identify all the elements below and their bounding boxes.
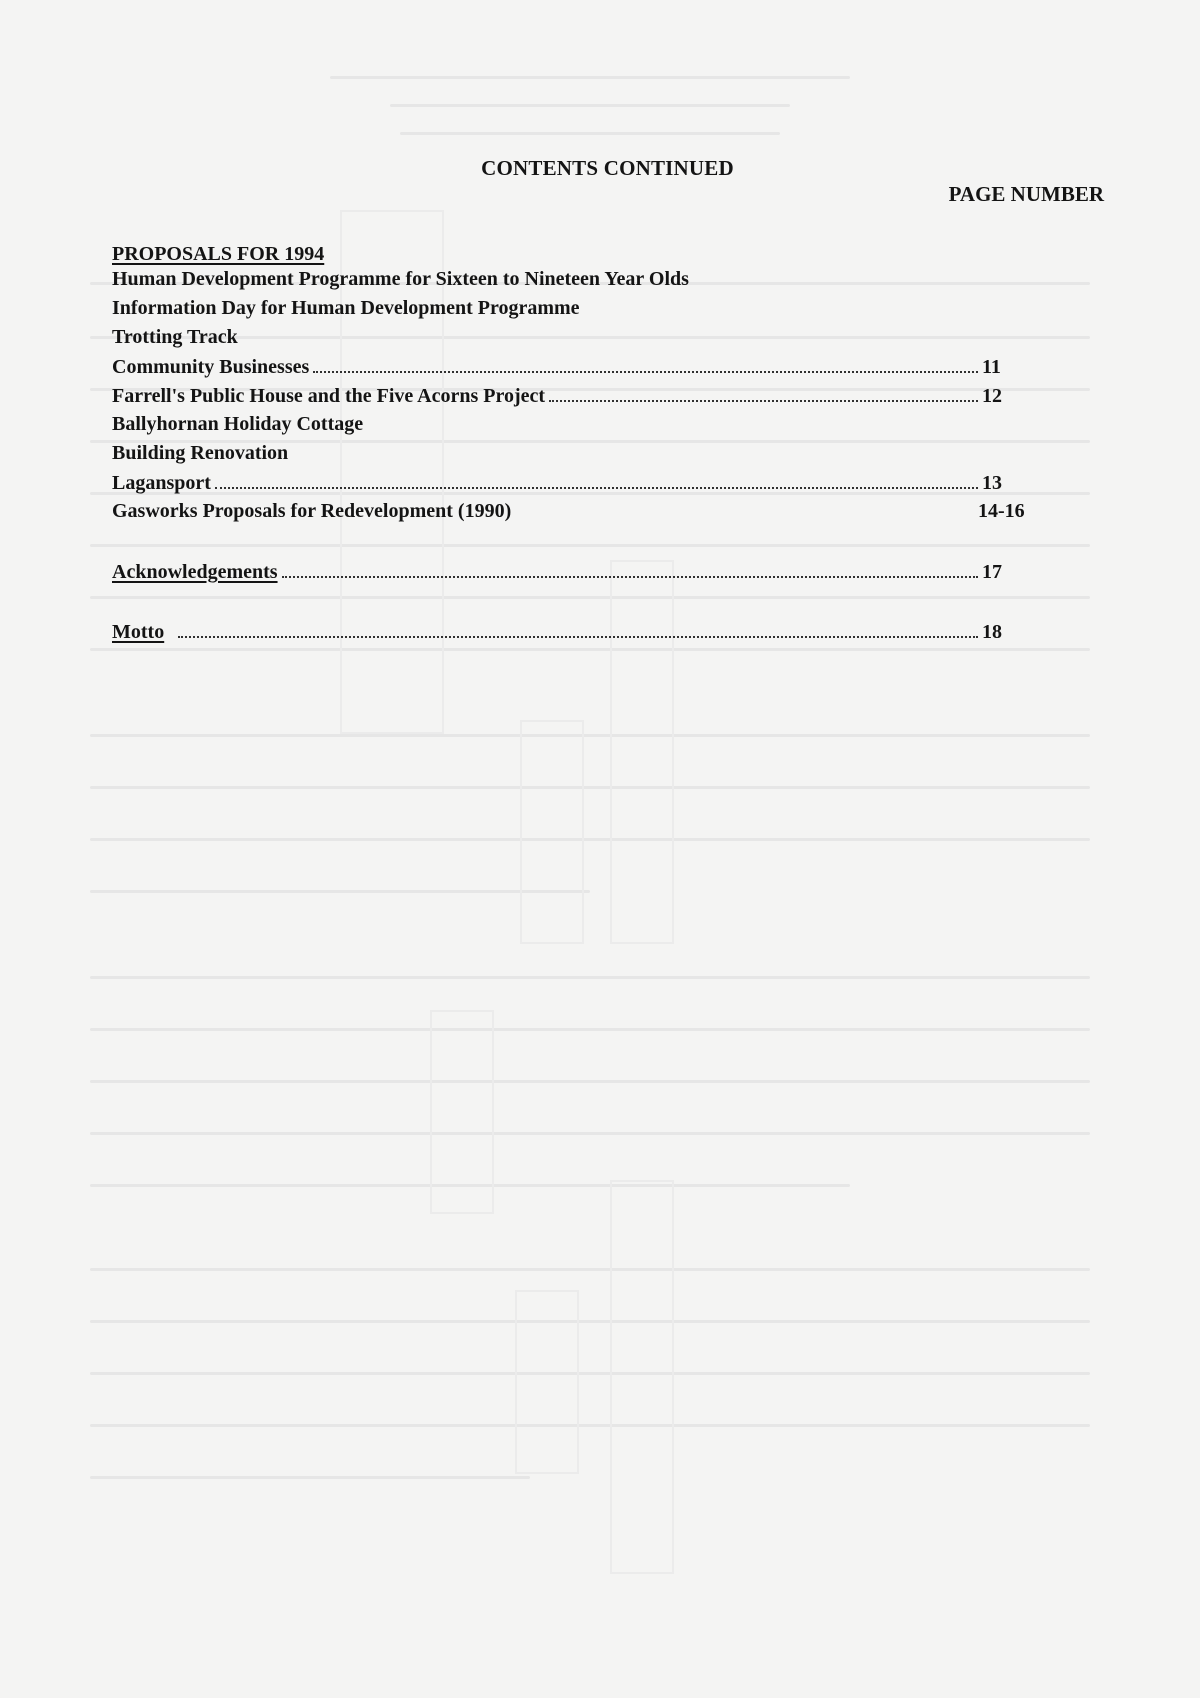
- toc-entry-page: 14-16: [978, 500, 1025, 522]
- toc-entry-label: Human Development Programme for Sixteen to Nineteen Year Olds: [112, 268, 689, 290]
- toc-entry: [112, 355, 1012, 383]
- toc-entry-label: Ballyhornan Holiday Cottage: [112, 413, 364, 435]
- toc-entry: [112, 326, 1012, 354]
- page-number-column-header: PAGE NUMBER: [948, 182, 1104, 206]
- toc-entry-label: Acknowledgements: [112, 561, 278, 583]
- toc-entry-label: Trotting Track: [112, 326, 238, 348]
- toc-entry-page: 17: [982, 561, 1002, 583]
- dot-leader: [215, 471, 978, 489]
- toc-entry: [112, 442, 1012, 470]
- toc-entry-page: 13: [982, 472, 1002, 494]
- toc-entry: [112, 471, 1012, 499]
- dot-leader: [282, 560, 978, 578]
- toc-entry: [112, 620, 1012, 648]
- toc-entry-page: 11: [982, 356, 1001, 378]
- toc-entry: [112, 297, 1012, 325]
- toc-entry-label: Motto: [112, 621, 165, 643]
- page-title: CONTENTS CONTINUED: [481, 156, 734, 180]
- toc-entry: [112, 268, 1012, 296]
- toc-entry: [112, 413, 1012, 441]
- dot-leader: [178, 620, 978, 638]
- toc-entry: [112, 560, 1012, 588]
- toc-entry-label: Community Businesses: [112, 356, 310, 378]
- toc-entry-page: 12: [982, 385, 1002, 407]
- section-heading: PROPOSALS FOR 1994: [112, 243, 325, 265]
- toc-entry: [112, 500, 1025, 528]
- dot-leader: [313, 355, 978, 373]
- toc-entry-label: Gasworks Proposals for Redevelopment (1990): [112, 500, 512, 522]
- toc-entry: [112, 384, 1012, 412]
- toc-entry-label: Information Day for Human Development Programme: [112, 297, 580, 319]
- toc-entry-page: 18: [982, 621, 1002, 643]
- toc-entry-label: Farrell's Public House and the Five Acorns Project: [112, 385, 546, 407]
- dot-leader: [549, 384, 978, 402]
- toc-entry-label: Lagansport: [112, 472, 211, 494]
- toc-entry-label: Building Renovation: [112, 442, 289, 464]
